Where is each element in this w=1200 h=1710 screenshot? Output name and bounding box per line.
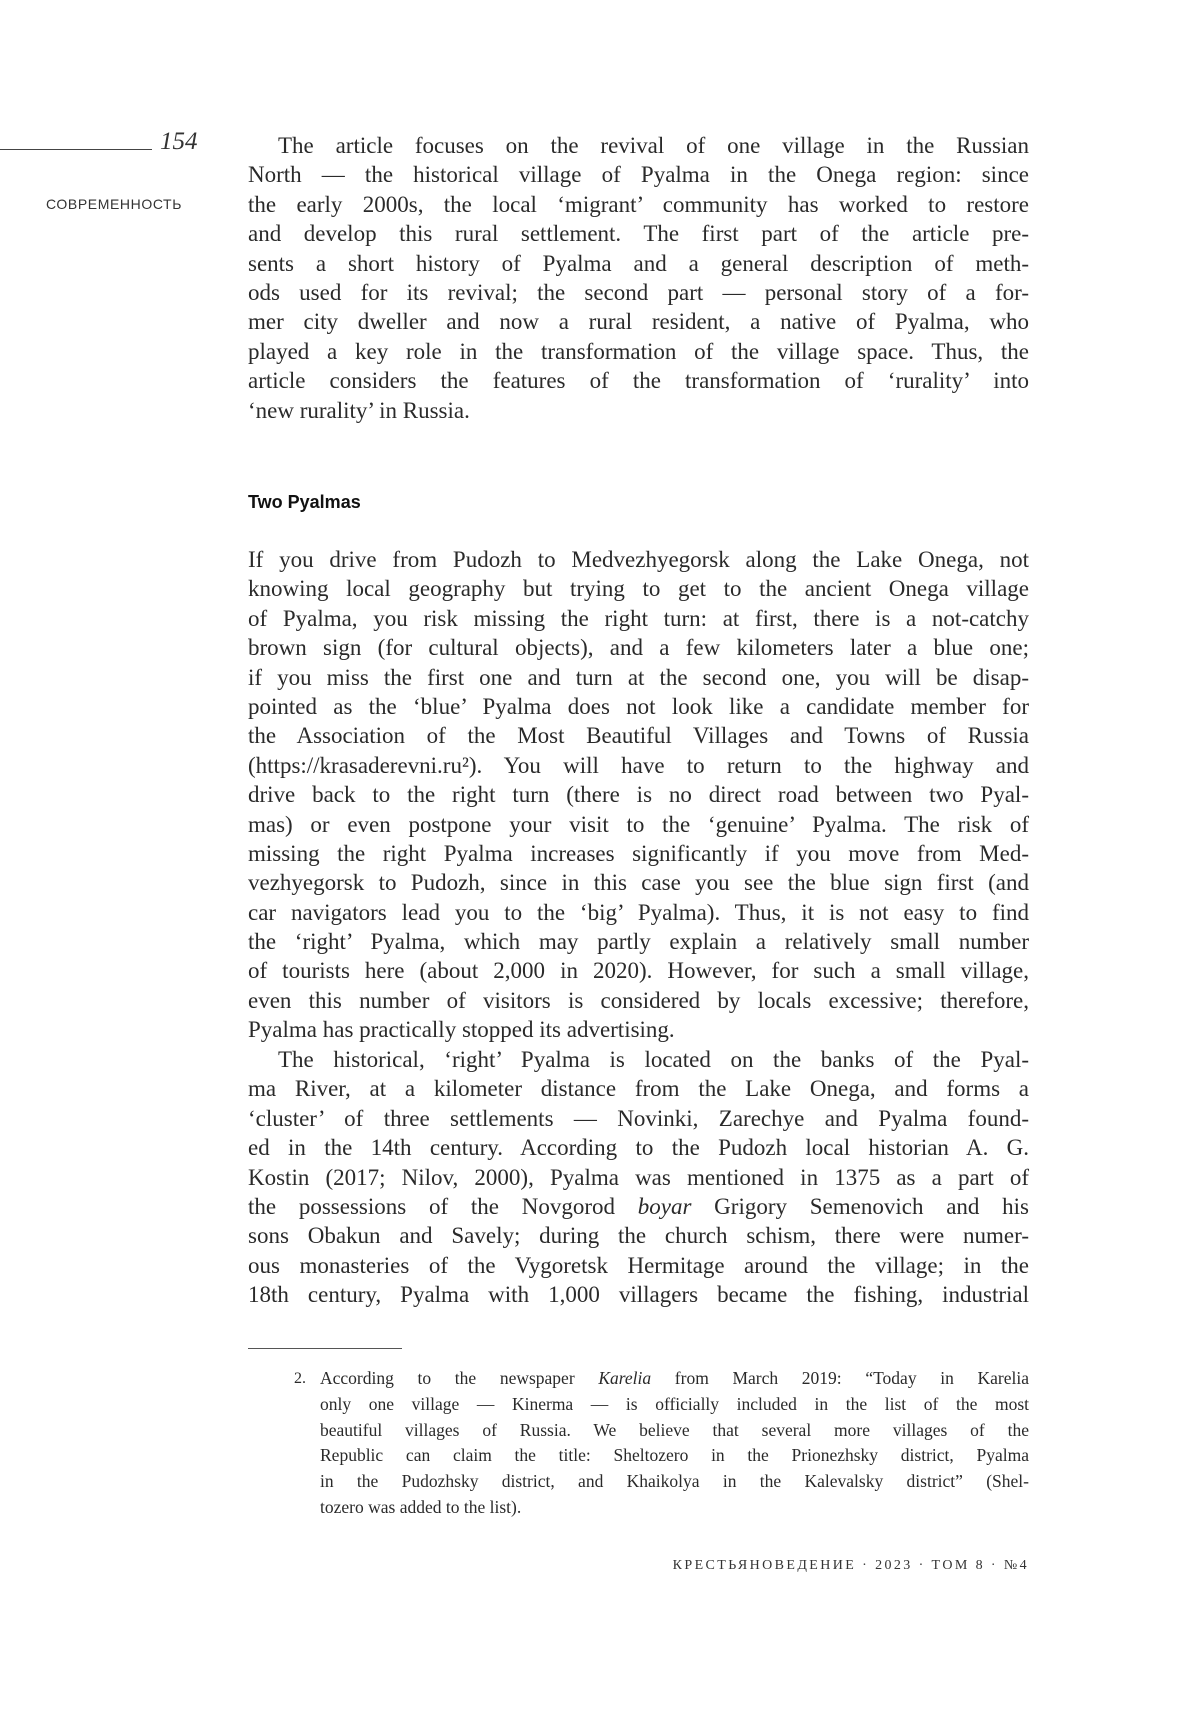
text-line: mas) or even postpone your visit to the ‘genuine’ Pyalma. The risk of [248, 811, 1029, 837]
text-line: the early 2000s, the local ‘migrant’ community has worked to restore [248, 191, 1029, 217]
text-line: the possessions of the Novgorod boyar Grigory Semenovich and his [248, 1193, 1029, 1219]
text-line: North — the historical village of Pyalma in the Onega region: since [248, 162, 1029, 188]
paragraph-1 [248, 545, 1029, 1045]
text-line: and develop this rural settlement. The first part of the article pre- [248, 221, 1029, 247]
text-line: sents a short history of Pyalma and a general description of meth- [248, 250, 1029, 276]
page-number: 154 [160, 128, 198, 155]
text-line: brown sign (for cultural objects), and a few kilometers later a blue one; [248, 635, 1029, 661]
text-line: ed in the 14th century. According to the Pudozh local historian A. G. [248, 1135, 1029, 1161]
text-line: played a key role in the transformation of the village space. Thus, the [248, 338, 1029, 364]
text-line: pointed as the ‘blue’ Pyalma does not look like a candidate member for [248, 693, 1029, 719]
text-line: the Association of the Most Beautiful Villages and Towns of Russia [248, 723, 1029, 749]
footnote-rule [248, 1348, 402, 1349]
text-line: knowing local geography but trying to get to the ancient Onega village [248, 576, 1029, 602]
text-line: only one village — Kinerma — is officially included in the list of the most [320, 1393, 1029, 1414]
text-line: beautiful villages of Russia. We believe that several more villages of the [320, 1419, 1029, 1440]
text-line: Pyalma has practically stopped its advertising. [248, 1017, 675, 1043]
text-line: drive back to the right turn (there is no direct road between two Pyal- [248, 782, 1029, 808]
text-line: even this number of visitors is considered by locals excessive; therefore, [248, 987, 1029, 1013]
text-line: in the Pudozhsky district, and Khaikolya in the Kalevalsky district” (Shel- [320, 1471, 1029, 1492]
text-line: article considers the features of the transformation of ‘rurality’ into [248, 368, 1029, 394]
italic-term: boyar [637, 1193, 692, 1219]
text-line: ‘new rurality’ in Russia. [248, 397, 470, 423]
text-line: of tourists here (about 2,000 in 2020). However, for such a small village, [248, 958, 1029, 984]
text-line: The article focuses on the revival of one village in the Russian [278, 133, 1029, 158]
margin-rule [0, 149, 152, 150]
text-line: vezhyegorsk to Pudozh, since in this case you see the blue sign first (and [248, 870, 1029, 896]
text-line: of Pyalma, you risk missing the right turn: at first, there is a not-catchy [248, 605, 1029, 631]
text-line: According to the newspaper Karelia from March 2019: “Today in Karelia [320, 1368, 1029, 1388]
text-line: mer city dweller and now a rural resident, a native of Pyalma, who [248, 309, 1029, 335]
text-line: Republic can claim the title: Sheltozero in the Prionezhsky district, Pyalma [320, 1445, 1029, 1466]
text-line: The historical, ‘right’ Pyalma is located on the banks of the Pyal- [278, 1047, 1029, 1072]
text-line: 18th century, Pyalma with 1,000 villagers became the fishing, industrial [248, 1282, 1029, 1308]
text-line: ‘cluster’ of three settlements — Novinki, Zarechye and Pyalma found- [248, 1105, 1029, 1131]
text-line: (https://krasaderevni.ru²). You will have to return to the highway and [248, 752, 1029, 778]
text-line: Kostin (2017; Nilov, 2000), Pyalma was mentioned in 1375 as a part of [248, 1164, 1029, 1190]
footnote-number: 2. [294, 1370, 306, 1387]
section-heading: Two Pyalmas [248, 492, 361, 512]
text-line: If you drive from Pudozh to Medvezhyegorsk along the Lake Onega, not [248, 547, 1029, 572]
text-line: sons Obakun and Savely; during the church schism, there were numer- [248, 1223, 1029, 1249]
paragraph-2 [248, 1045, 1029, 1310]
text-line: if you miss the first one and turn at the second one, you will be disap- [248, 664, 1029, 690]
section-label: СОВРЕМЕННОСТЬ [46, 196, 183, 212]
text-line: ma River, at a kilometer distance from the Lake Onega, and forms a [248, 1076, 1029, 1102]
journal-footer: КРЕСТЬЯНОВЕДЕНИЕ · 2023 · ТОМ 8 · №4 [672, 1558, 1029, 1573]
text-line: missing the right Pyalma increases significantly if you move from Med- [248, 840, 1029, 866]
text-line: tozero was added to the list). [320, 1496, 522, 1517]
text-line: car navigators lead you to the ‘big’ Pyalma). Thus, it is not easy to find [248, 899, 1029, 925]
footnote [320, 1366, 1029, 1521]
text-line: the ‘right’ Pyalma, which may partly explain a relatively small number [248, 929, 1029, 955]
abstract [248, 131, 1029, 425]
italic-term: Karelia [598, 1368, 652, 1388]
text-line: ods used for its revival; the second part — personal story of a for- [248, 279, 1029, 305]
text-line: ous monasteries of the Vygoretsk Hermitage around the village; in the [248, 1252, 1029, 1278]
